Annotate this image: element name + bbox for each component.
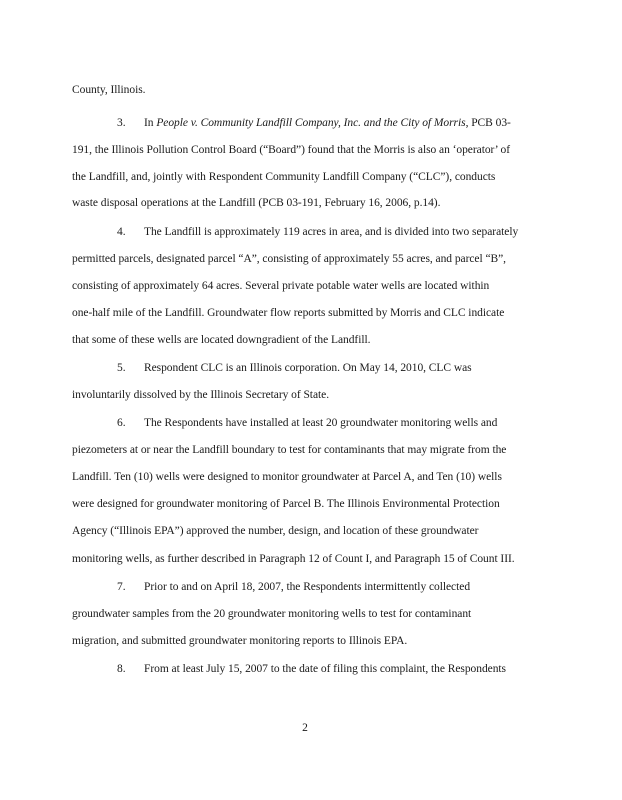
text-line: 191, the Illinois Pollution Control Board (“Board”) found that the Morris is also an ‘operator’ of	[72, 144, 510, 156]
text-line: The Respondents have installed at least 20 groundwater monitoring wells and	[144, 417, 498, 429]
text-line: were designed for groundwater monitoring of Parcel B. The Illinois Environmental Protection	[72, 498, 500, 510]
text-line: migration, and submitted groundwater monitoring reports to Illinois EPA.	[72, 635, 408, 647]
text-line: From at least July 15, 2007 to the date of filing this complaint, the Respondents	[144, 663, 506, 675]
text-line: Landfill. Ten (10) wells were designed to monitor groundwater at Parcel A, and Ten (10) wells	[72, 471, 502, 483]
text-line: one-half mile of the Landfill. Groundwater flow reports submitted by Morris and CLC indicate	[72, 307, 505, 319]
text-line: groundwater samples from the 20 groundwater monitoring wells to test for contaminant	[72, 608, 472, 620]
paragraph-number: 8.	[117, 663, 126, 675]
text-line: that some of these wells are located downgradient of the Landfill.	[72, 334, 371, 346]
text-run: In	[144, 117, 157, 129]
text-line	[144, 116, 511, 130]
paragraph-number: 4.	[117, 226, 126, 238]
text-line: consisting of approximately 64 acres. Several private potable water wells are located within	[72, 280, 490, 292]
paragraph-number: 5.	[117, 362, 126, 374]
text-line: permitted parcels, designated parcel “A”, consisting of approximately 55 acres, and parcel “B”,	[72, 253, 506, 265]
text-run: , PCB 03-	[465, 117, 511, 129]
paragraph-number: 3.	[117, 117, 126, 129]
paragraph-number: 6.	[117, 417, 126, 429]
page-number: 2	[302, 722, 308, 734]
text-line: Agency (“Illinois EPA”) approved the number, design, and location of these groundwater	[72, 525, 479, 537]
paragraph-number: 7.	[117, 581, 126, 593]
text-line: piezometers at or near the Landfill boundary to test for contaminants that may migrate from the	[72, 444, 507, 456]
text-line: monitoring wells, as further described in Paragraph 12 of Count I, and Paragraph 15 of Count III.	[72, 553, 515, 565]
text-line: The Landfill is approximately 119 acres in area, and is divided into two separately	[144, 226, 519, 238]
text-line: the Landfill, and, jointly with Respondent Community Landfill Company (“CLC”), conducts	[72, 171, 496, 183]
text-line: County, Illinois.	[72, 84, 146, 96]
case-citation: People v. Community Landfill Company, Inc. and the City of Morris	[156, 117, 466, 129]
text-line: Prior to and on April 18, 2007, the Respondents intermittently collected	[144, 581, 471, 593]
text-line: waste disposal operations at the Landfill (PCB 03-191, February 16, 2006, p.14).	[72, 197, 441, 209]
text-line: Respondent CLC is an Illinois corporation. On May 14, 2010, CLC was	[144, 362, 472, 374]
text-line: involuntarily dissolved by the Illinois Secretary of State.	[72, 389, 330, 401]
